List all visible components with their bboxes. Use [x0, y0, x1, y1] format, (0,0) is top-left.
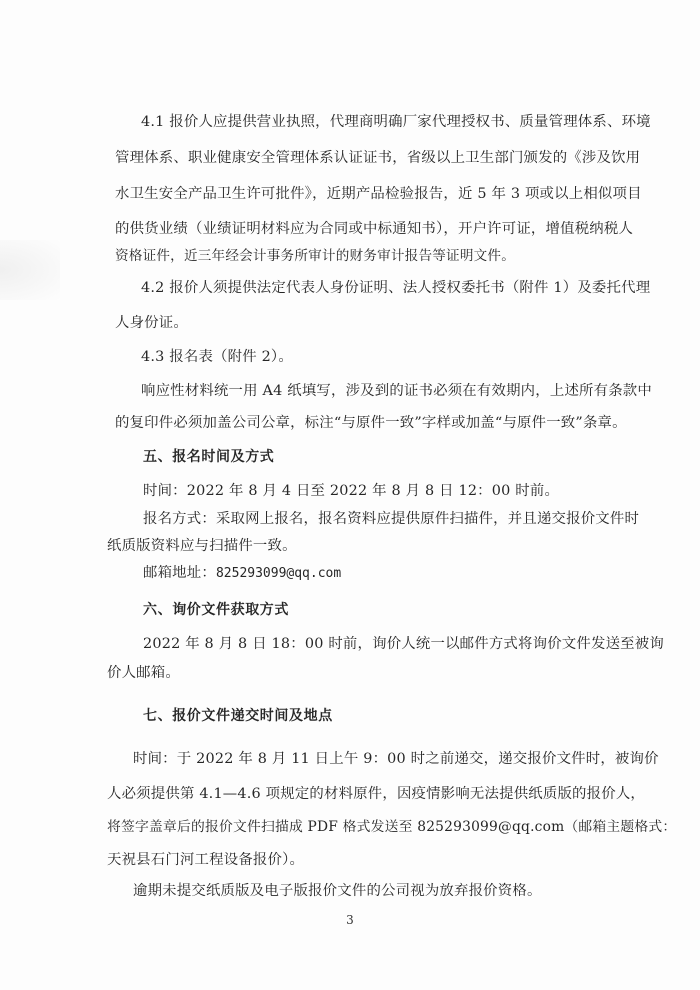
section-7-line-1: 时间：于 2022 年 8 月 11 日上午 9：00 时之前递交，递交报价文件时，被询价 — [133, 751, 659, 767]
section-7-line-4: 天祝县石门河工程设备报价）。 — [107, 852, 305, 868]
item-4-1-line-2: 管理体系、职业健康安全管理体系认证证书，省级以上卫生部门颁发的《涉及饮用 — [115, 150, 641, 166]
section-5-method-line-1: 报名方式：采取网上报名，报名资料应提供原件扫描件，并且递交报价文件时 — [143, 511, 640, 527]
section-7-heading: 七、报价文件递交时间及地点 — [143, 708, 333, 724]
section-7-line-2: 人必须提供第 4.1—4.6 项规定的材料原件，因疫情影响无法提供纸质版的报价人， — [107, 786, 646, 802]
item-4-1-line-5: 资格证件，近三年经会计事务所审计的财务审计报告等证明文件。 — [115, 248, 516, 264]
email-label: 邮箱地址： — [143, 565, 216, 581]
note-line-1: 响应性材料统一用 A4 纸填写，涉及到的证书必须在有效期内，上述所有条款中 — [141, 383, 652, 399]
item-4-1-line-1: 4.1 报价人应提供营业执照，代理商明确厂家代理授权书、质量管理体系、环境 — [141, 114, 651, 130]
section-7-line-3: 将签字盖章后的报价文件扫描成 PDF 格式发送至 825293099@qq.com（邮箱主题格式： — [107, 819, 677, 835]
section-5-time: 时间：2022 年 8 月 4 日至 2022 年 8 月 8 日 12：00 时前。 — [143, 483, 560, 499]
section-5-email-row — [143, 564, 341, 583]
item-4-1-line-3: 水卫生安全产品卫生许可批件》，近期产品检验报告，近 5 年 3 项或以上相似项目 — [115, 186, 642, 202]
note-line-2: 的复印件必须加盖公司公章，标注“与原件一致”字样或加盖“与原件一致”条章。 — [115, 415, 627, 431]
scan-artifact — [0, 240, 60, 300]
item-4-2-line-1: 4.2 报价人须提供法定代表人身份证明、法人授权委托书（附件 1）及委托代理 — [141, 280, 651, 296]
section-5-method-line-2: 纸质版资料应与扫描件一致。 — [107, 538, 297, 554]
page-number: 3 — [346, 913, 354, 927]
section-6-heading: 六、询价文件获取方式 — [143, 602, 289, 618]
item-4-2-line-2: 人身份证。 — [115, 315, 188, 331]
section-6-line-1: 2022 年 8 月 8 日 18：00 时前，询价人统一以邮件方式将询价文件发送至被询 — [143, 636, 664, 652]
email-address: 825293099@qq.com — [215, 566, 342, 581]
item-4-1-line-4: 的供货业绩（业绩证明材料应为合同或中标通知书），开户许可证，增值税纳税人 — [115, 221, 634, 237]
section-7-closing: 逾期未提交纸质版及电子版报价文件的公司视为放弃报价资格。 — [133, 883, 542, 899]
section-5-heading: 五、报名时间及方式 — [143, 449, 275, 465]
item-4-3-line-1: 4.3 报名表（附件 2）。 — [141, 349, 293, 365]
section-6-line-2: 价人邮箱。 — [107, 665, 180, 681]
